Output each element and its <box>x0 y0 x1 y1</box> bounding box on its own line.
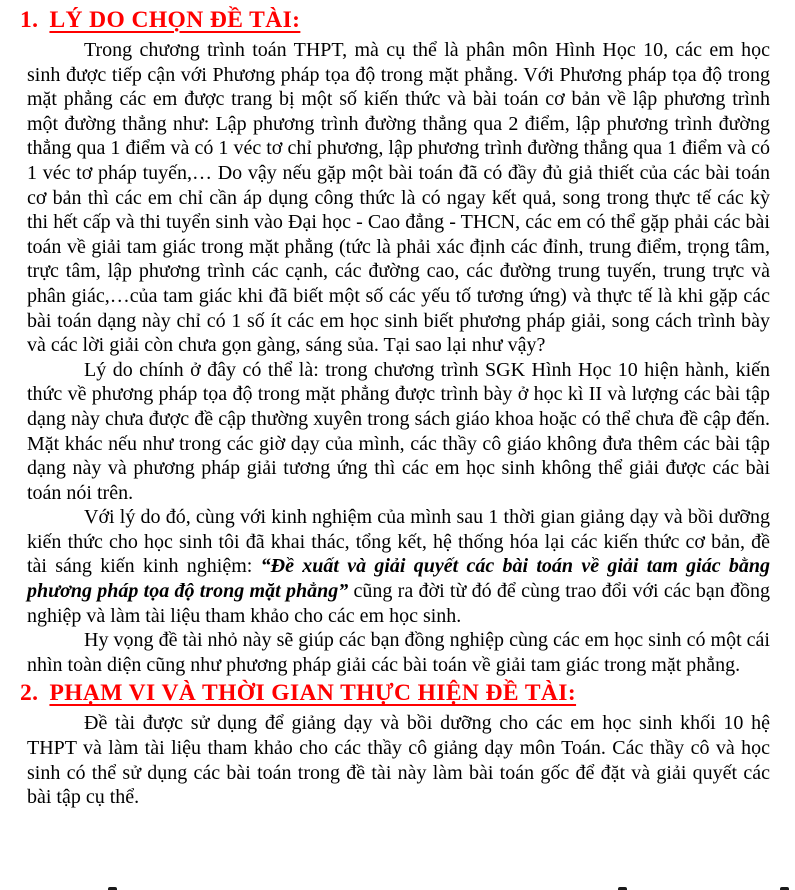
section-1-number: 1. <box>20 7 39 33</box>
section-2-paragraph-1: Đề tài được sử dụng để giảng dạy và bồi dưỡng cho các em học sinh khối 10 hệ THPT và làm tài liệu tham khảo cho các thầy cô giảng dạy môn Toán. Các thầy cô và học sinh có thể sử dụng các bài toán trong đề tài này làm bài toán gốc để đặt và giải quyết các bài tập cụ thể. <box>27 712 770 809</box>
section-1-paragraph-2: Lý do chính ở đây có thể là: trong chương trình SGK Hình Học 10 hiện hành, kiến thức về phương pháp tọa độ trong mặt phẳng được trình bày ở học kì II và lượng các bài tập dạng này chưa được đề cập thường xuyên trong sách giáo khoa hoặc có thể chưa đề cập đến. Mặt khác nếu như trong các giờ dạy của mình, các thầy cô giáo không đưa thêm các bài tập dạng này và phương pháp giải tương ứng thì các em học sinh không thể giải được các bài toán nói trên. <box>27 358 770 504</box>
clipped-next-line <box>0 884 795 890</box>
section-2-number: 2. <box>20 680 39 707</box>
section-2-title: PHẠM VI VÀ THỜI GIAN THỰC HIỆN ĐỀ TÀI: <box>49 680 577 707</box>
section-1-paragraph-3 <box>27 505 770 628</box>
paragraph-3-lead: Với lý do đó, cùng với kinh nghiệm của mình sau 1 thời gian giảng dạy và bồi dưỡng kiến thức cho học sinh tôi đã khai thác, tổng kết, hệ thống hóa lại các kiến thức cơ bản, đề tài sáng kiến kinh nghiệm: <box>27 506 770 578</box>
topic-title-emphasis: “Đề xuất và giải quyết các bài toán về giải tam giác bằng phương pháp tọa độ trong mặt phẳng” <box>27 555 771 603</box>
paragraph-3-tail: cũng ra đời từ đó để cùng trao đổi với các bạn đồng nghiệp và làm tài liệu tham khảo cho các em học sinh. <box>27 580 770 627</box>
section-1-heading <box>20 5 770 35</box>
section-1-paragraph-4: Hy vọng đề tài nhỏ này sẽ giúp các bạn đồng nghiệp cùng các em học sinh có một cái nhìn toàn diện cũng như phương pháp giải các bài toán về giải tam giác trong mặt phẳng. <box>27 629 770 676</box>
section-1-title: LÝ DO CHỌN ĐỀ TÀI: <box>49 7 301 33</box>
section-2-heading <box>20 678 770 708</box>
section-1-paragraph-1: Trong chương trình toán THPT, mà cụ thể là phân môn Hình Học 10, các em học sinh được tiếp cận với Phương pháp tọa độ trong mặt phẳng. Với Phương pháp tọa độ trong mặt phẳng các em được trang bị một số kiến thức và bài toán cơ bản về lập phương trình một đường thẳng như: Lập phương trình đường thẳng qua 2 điểm, lập phương trình đường thẳng qua 1 điểm và có 1 véc tơ chỉ phương, lập phương trình đường thẳng qua 1 điểm và có 1 véc tơ pháp tuyến,… Do vậy nếu gặp một bài toán đã có đầy đủ giả thiết của các bài toán cơ bản thì các em chỉ cần áp dụng công thức là có ngay kết quả, song trong thực tế các kỳ thi hết cấp và thi tuyển sinh vào Đại học - Cao đẳng - THCN, các em có thể gặp phải các bài toán về giải tam giác trong mặt phẳng (tức là phải xác định các đỉnh, trung điểm, trọng tâm, trực tâm, lập phương trình các cạnh, các đường cao, các đường trung tuyến, trung trực và phân giác,…của tam giác khi đã biết một số các yếu tố tương ứng) và thực tế là khi gặp các bài toán dạng này chỉ có 1 số ít các em học sinh biết phương pháp giải, song cách trình bày và các lời giải còn chưa gọn gàng, sáng sủa. Tại sao lại như vậy? <box>27 39 770 357</box>
